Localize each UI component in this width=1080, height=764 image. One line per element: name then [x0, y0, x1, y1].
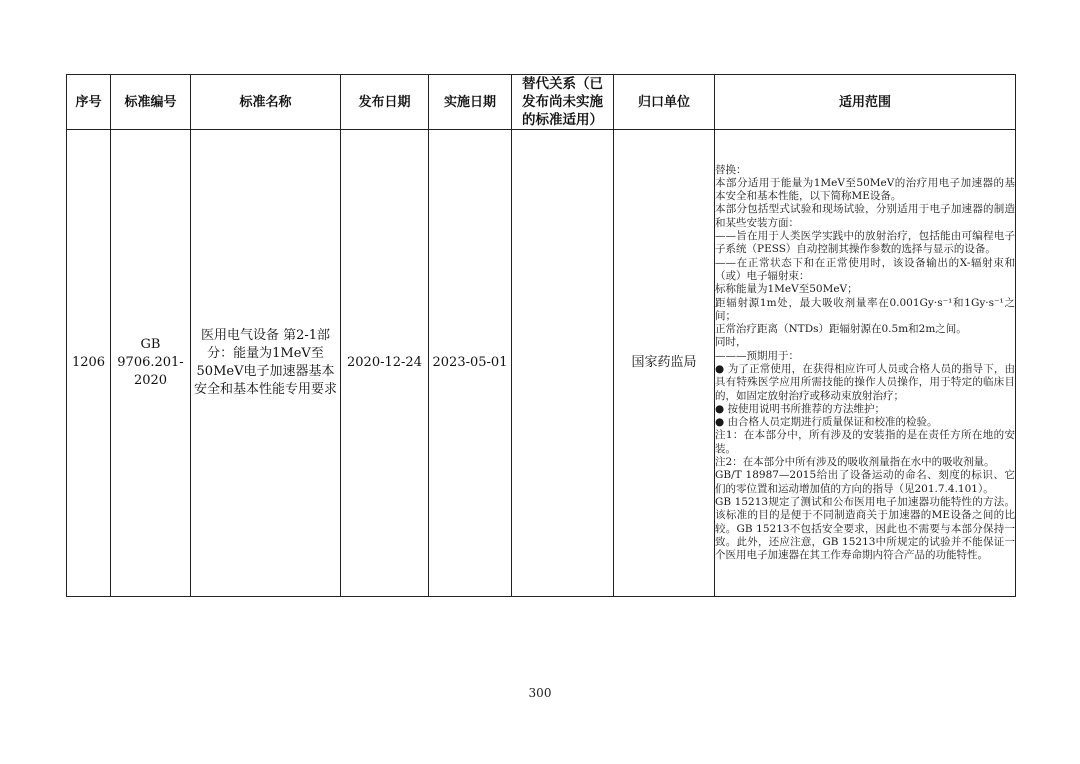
standards-table [66, 74, 1016, 597]
scope-line: 标称能量为1MeV至50MeV； [715, 283, 858, 296]
scope-line: ● 由合格人员定期进行质量保证和校准的检验。 [715, 416, 938, 429]
scope-line: GB/T 18987—2015给出了设备运动的命名、刻度的标识、它们的零位置和运动增加值的方向的指导（见201.7.4.101）。 [715, 469, 1015, 495]
page-number: 300 [528, 686, 552, 700]
scope-line: 替换： [715, 163, 747, 176]
cell-replacement [512, 130, 614, 597]
cell-seq: 1206 [67, 130, 111, 597]
header-seq: 序号 [67, 75, 111, 130]
scope-line: 本部分适用于能量为1MeV至50MeV的治疗用电子加速器的基本安全和基本性能，以下简称ME设备。 [715, 176, 1015, 203]
table-header-row [67, 75, 1016, 130]
scope-line: ——在正常状态下和在正常使用时，该设备输出的X-辐射束和（或）电子辐射束： [715, 256, 1015, 282]
scope-line: ● 按使用说明书所推荐的方法维护； [715, 402, 885, 415]
header-scope: 适用范围 [715, 75, 1016, 130]
cell-implement-date: 2023-05-01 [429, 130, 512, 597]
table-row [67, 130, 1016, 597]
header-unit: 归口单位 [614, 75, 715, 130]
header-code: 标准编号 [111, 75, 191, 130]
cell-scope [715, 130, 1016, 597]
scope-line: 注2：在本部分中所有涉及的吸收剂量指在水中的吸收剂量。 [715, 456, 995, 469]
scope-line: ——旨在用于人类医学实践中的放射治疗，包括能由可编程电子子系统（PESS）自动控制其操作参数的选择与显示的设备。 [715, 230, 1015, 256]
cell-publish-date: 2020-12-24 [341, 130, 429, 597]
header-implement-date: 实施日期 [429, 75, 512, 130]
scope-line: 同时， [715, 336, 747, 349]
scope-line: ● 为了正常使用，在获得相应许可人员或合格人员的指导下，由具有特殊医学应用所需技能的操作人员操作，用于特定的临床目的，如固定放射治疗或移动束放射治疗； [715, 363, 1015, 402]
cell-name: 医用电气设备 第2-1部分：能量为1MeV至50MeV电子加速器基本安全和基本性能专用要求 [191, 130, 341, 597]
scope-line: 本部分包括型式试验和现场试验，分别适用于电子加速器的制造和某些安装方面： [715, 203, 1015, 229]
scope-line: 距辐射源1m处，最大吸收剂量率在0.001Gy·s⁻¹和1Gy·s⁻¹之间； [715, 296, 1015, 322]
cell-code: GB 9706.201-2020 [111, 130, 191, 597]
header-replacement: 替代关系（已发布尚未实施的标准适用） [512, 75, 614, 130]
scope-line: 注1：在本部分中，所有涉及的安装指的是在责任方所在地的安装。 [715, 429, 1015, 455]
scope-line: GB 15213规定了测试和公布医用电子加速器功能特性的方法。该标准的目的是便于不同制造商关于加速器的ME设备之间的比较。GB 15213不包括安全要求，因此也不需要与本部分保持一致。此外，还应注意，GB 15213中所规定的试验并不能保证一个医用电子加速器在其工作寿命期内符合产品的功能特性。 [715, 495, 1015, 562]
scope-line: ———预期用于： [715, 349, 799, 362]
cell-unit: 国家药监局 [614, 130, 715, 597]
header-publish-date: 发布日期 [341, 75, 429, 130]
scope-line: 正常治疗距离（NTDs）距辐射源在0.5m和2m之间。 [715, 323, 967, 336]
header-name: 标准名称 [191, 75, 341, 130]
